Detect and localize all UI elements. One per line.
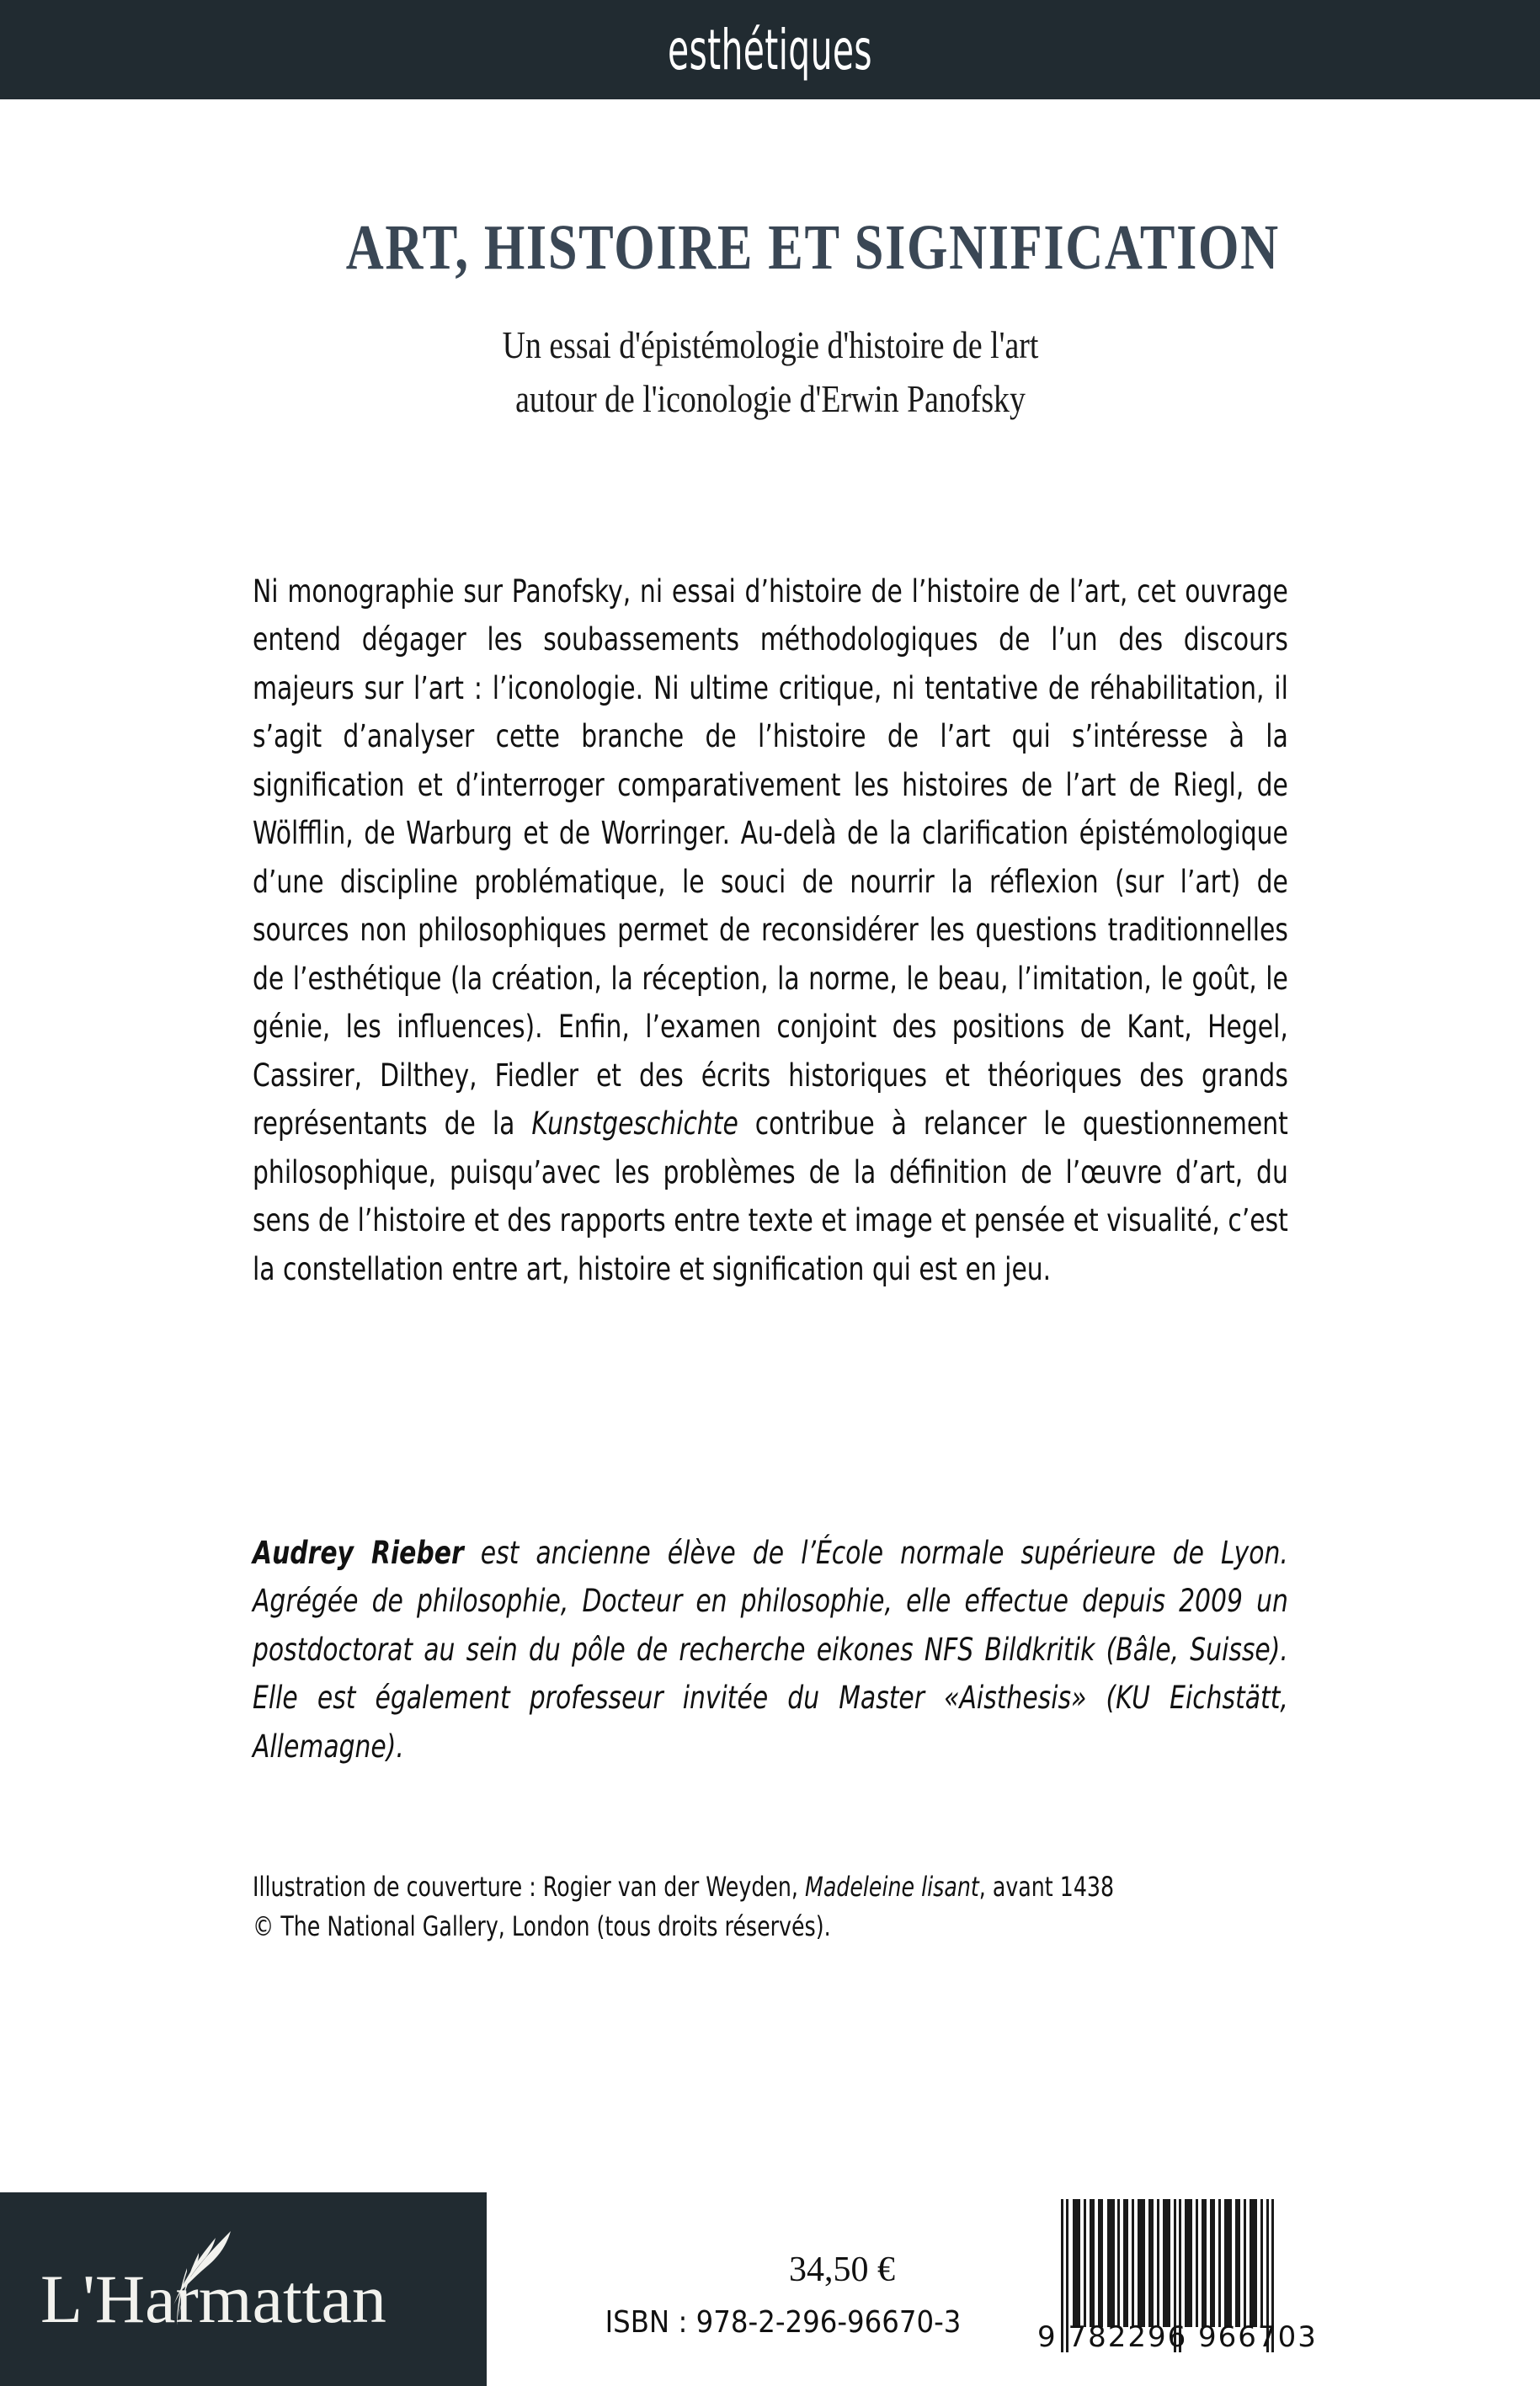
- barcode-digits: 9 782296 966703: [1037, 2320, 1318, 2354]
- credit-line-1: [253, 1867, 1324, 1907]
- book-subtitle: [335, 319, 1205, 427]
- back-cover-blurb: [253, 567, 1288, 1294]
- title-block: [253, 212, 1288, 427]
- credit-suffix: , avant 1438: [978, 1871, 1115, 1903]
- blurb-italic-term: Kunstgeschichte: [531, 1105, 738, 1142]
- subtitle-line-2: autour de l'iconologie d'Erwin Panofsky: [515, 377, 1026, 420]
- isbn-label: ISBN : 978-2-296-96670-3: [605, 2305, 962, 2340]
- credit-line-2: © The National Gallery, London (tous droits réservés).: [253, 1910, 831, 1942]
- blurb-part-2: contribue à relancer le questionnement philosophique, puisqu’avec les problèmes de la définition de l’œuvre d’art, du sens de l’histoire et des rapports entre texte et image et pensée et visualité, c’est la constellation entre art, histoire et signification qui est en jeu.: [253, 1105, 1288, 1287]
- credit-prefix: Illustration de couverture : Rogier van der Weyden,: [253, 1871, 806, 1903]
- publisher-name: L'Harmattan: [40, 2261, 386, 2337]
- blurb-part-1: Ni monographie sur Panofsky, ni essai d’histoire de l’histoire de l’art, cet ouvrage entend dégager les soubassements méthodologiques de l’un des discours majeurs sur l’art : l’iconologie. Ni ultime critique, ni tentative de réhabilitation, il s’agit d’analyser cette branche de l’histoire de l’art qui s’intéresse à la signification et d’interroger comparativement les histoires de l’art de Riegl, de Wölfflin, de Warburg et de Worringer. Au-delà de la clarification épistémologique d’une discipline problématique, le souci de nourrir la réflexion (sur l’art) de sources non philosophiques permet de reconsidérer les questions traditionnelles de l’esthétique (la création, la réception, la norme, le beau, l’imitation, le goût, le génie, les influences). Enfin, l’examen conjoint des positions de Kant, Hegel, Cassirer, Dilthey, Fiedler et des écrits historiques et théoriques des grands représentants de la: [253, 572, 1288, 1142]
- publisher-logo-box: [0, 2192, 487, 2386]
- price-label: 34,50 €: [789, 2250, 895, 2289]
- illustration-credit: [253, 1867, 1324, 1947]
- book-title: ART, HISTOIRE ET SIGNIFICATION: [345, 212, 1280, 283]
- publisher-logo: [32, 2229, 453, 2364]
- author-name: Audrey Rieber: [253, 1533, 464, 1571]
- author-bio-text: est ancienne élève de l’École normale supérieure de Lyon. Agrégée de philosophie, Docteur en philosophie, elle effectue depuis 2009 un postdoctorat au sein du pôle de recherche eikones NFS Bildkritik (Bâle, Suisse). Elle est également professeur invitée du Master «Aisthesis» (KU Eichstätt, Allemagne).: [253, 1533, 1288, 1765]
- subtitle-line-1: Un essai d'épistémologie d'histoire de l'art: [502, 323, 1039, 366]
- artwork-title: Madeleine lisant: [805, 1871, 979, 1903]
- series-band: [0, 0, 1540, 99]
- author-bio: [253, 1529, 1288, 1771]
- series-name: esthétiques: [668, 17, 872, 83]
